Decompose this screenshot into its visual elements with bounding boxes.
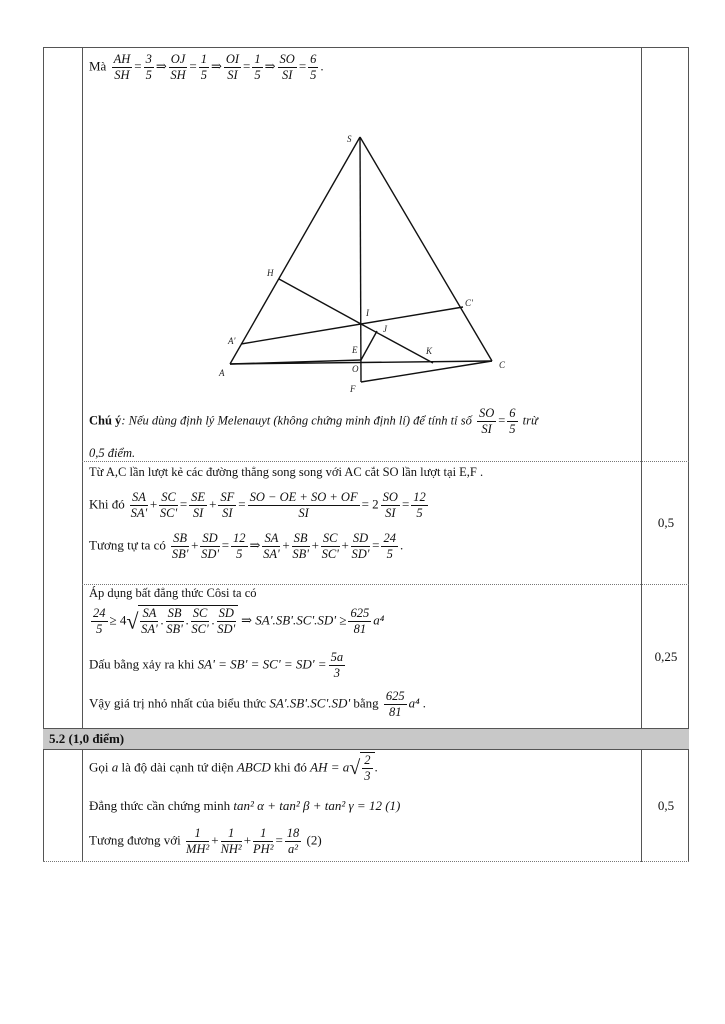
segment-SF xyxy=(360,137,361,382)
fraction: $\frac{1}{\text{PH²}}$ xyxy=(253,826,274,856)
fraction: $\frac{AH}{SH}$ xyxy=(113,52,131,82)
score-block3: 0,25 xyxy=(654,649,678,664)
fraction: $\frac{6}{5}$ xyxy=(310,52,317,82)
fraction: $\frac{SO}{SI}$ xyxy=(478,406,495,436)
edge-SA xyxy=(230,137,360,364)
root-body: $\frac{SA}{SA'}$ . $\frac{SB}{SB'}$ . $\frac{SC}{SC'}$ . $\frac{SD}{SD'}$ xyxy=(138,605,237,637)
fraction: $\frac{1}{\text{NH²}}$ xyxy=(220,826,242,856)
fraction: $\frac{SD}{SD'}$ xyxy=(217,606,236,636)
fraction: $\frac{SO}{SI}$ xyxy=(382,490,398,520)
fraction: $\frac{1}{5}$ xyxy=(254,52,261,82)
point-label-K: K xyxy=(426,346,433,356)
fraction: $\frac{12}{5}$ xyxy=(413,490,426,520)
fraction: $\frac{SO - OE + SO + OF}{SI}$ xyxy=(249,490,358,520)
fraction: $\frac{625}{81}$ xyxy=(350,606,370,636)
segment-A1C1 xyxy=(241,307,463,344)
block3-line1: Áp dụng bất đẳng thức Côsi ta có xyxy=(89,586,257,600)
fraction: $\frac{OI}{SI}$ xyxy=(225,52,240,82)
root-sign: √ xyxy=(349,757,361,779)
fraction: $\frac{625}{81}$ xyxy=(385,689,405,719)
block2-line1: Từ A,C lần lượt kẻ các đường thẳng song song với AC cắt SO lần lượt tại E,F . xyxy=(89,465,484,479)
ratio-line: Mà $\frac{AH}{SH}$ = $\frac{3}{5}$ ⇒ $\frac{OJ}{SH}$ = $\frac{1}{5}$ ⇒ $\frac{OI}{SI}$ = $\frac{1}{5}$ ⇒ $\frac{SO}{SI}$ = $\frac{6}{5}$ . xyxy=(89,52,324,82)
fraction: $\frac{5a}{3}$ xyxy=(330,650,344,680)
block2-line2: Khi đó $\frac{SA}{SA'}$ + $\frac{SC}{SC'}$ = $\frac{SE}{SI}$ + $\frac{SF}{SI}$ = $\frac{SO - OE + SO + OF}{SI}$ = 2 $\frac{SO}{SI}$ = $\frac{12}{5}$ xyxy=(89,490,426,520)
fraction: $\frac{12}{5}$ xyxy=(233,531,246,561)
block3-line3: Dấu bằng xảy ra khi SA' = SB' = SC' = SD' = $\frac{5a}{3}$ xyxy=(89,650,344,680)
fraction: $\frac{SE}{SI}$ xyxy=(191,490,206,520)
fraction: $\frac{SB}{SB'}$ xyxy=(171,531,189,561)
segment-IK xyxy=(361,324,433,363)
fraction: $\frac{SA}{SA'}$ xyxy=(141,606,158,636)
fraction: $\frac{SD}{SD'}$ xyxy=(201,531,220,561)
block4-line2: Đẳng thức cần chứng minh tan² α + tan² β + tan² γ = 12 (1) xyxy=(89,798,401,813)
section-title: 5.2 (1,0 điểm) xyxy=(49,731,125,746)
point-label-H: H xyxy=(267,268,274,278)
segment-EJ xyxy=(361,331,377,360)
fraction: $\frac{SC}{SC'}$ xyxy=(321,531,339,561)
segment-HI xyxy=(279,279,361,324)
fraction: $\frac{SF}{SI}$ xyxy=(220,490,235,520)
fraction: $\frac{SA}{SA'}$ xyxy=(263,531,280,561)
point-label-C1: C' xyxy=(465,298,473,308)
score-block4: 0,5 xyxy=(657,798,675,813)
score-block2: 0,5 xyxy=(657,515,675,530)
point-label-C: C xyxy=(499,360,506,370)
fraction: $\frac{3}{5}$ xyxy=(145,52,152,82)
fraction: $\frac{24}{5}$ xyxy=(383,531,396,561)
note-line-2: 0,5 điểm. xyxy=(89,446,136,460)
point-label-A: A xyxy=(219,368,225,378)
fraction: $\frac{OJ}{SH}$ xyxy=(170,52,186,82)
fraction: $\frac{SB}{SB'}$ xyxy=(166,606,183,636)
point-label-E: E xyxy=(352,345,358,355)
edge-SC xyxy=(360,137,492,361)
block2-line3: Tương tự ta có $\frac{SB}{SB'}$ + $\frac{SD}{SD'}$ = $\frac{12}{5}$ ⇒ $\frac{SA}{SA'}$ + $\frac{SB}{SB'}$ + $\frac{SC}{SC'}$ + $\frac{SD}{SD'}$ = $\frac{24}{5}$ . xyxy=(89,531,404,561)
root-sign: √ xyxy=(126,608,139,634)
fraction: $\frac{1}{5}$ xyxy=(200,52,207,82)
fraction: $\frac{SC}{SC'}$ xyxy=(159,490,178,520)
point-label-J: J xyxy=(383,324,387,334)
fraction: $\frac{1}{\text{MH²}}$ xyxy=(186,826,210,856)
block4-line3: Tương đương với $\frac{1}{\text{MH²}}$ + $\frac{1}{\text{NH²}}$ + $\frac{1}{\text{PH²}}$ = $\frac{18}{\text{a²}}$ (2) xyxy=(89,826,322,856)
point-label-I: I xyxy=(366,308,369,318)
fraction: $\frac{24}{5}$ xyxy=(93,606,106,636)
point-label-O: O xyxy=(352,364,359,374)
fraction: $\frac{SA}{SA'}$ xyxy=(130,490,148,520)
fraction: $\frac{6}{5}$ xyxy=(509,406,516,436)
fraction: $\frac{SD}{SD'}$ xyxy=(351,531,370,561)
block3-line4: Vậy giá trị nhỏ nhất của biểu thức SA'.SB'.SC'.SD' bằng $\frac{625}{81}$ a⁴ . xyxy=(89,689,427,719)
root-body xyxy=(360,752,374,784)
point-label-A1: A' xyxy=(228,336,236,346)
block3-line2: $\frac{24}{5}$ ≥ 4√ $\frac{SA}{SA'}$ . $\frac{SB}{SB'}$ . $\frac{SC}{SC'}$ . $\frac{SD}{SD'}$ ⇒ SA'.SB'.SC'.SD' ≥ $\frac{625}{81}$ a⁴ xyxy=(93,606,385,636)
fraction: $\frac{SC}{SC'}$ xyxy=(191,606,209,636)
point-label-F: F xyxy=(350,384,356,394)
fraction: $\frac{18}{\text{a²}}$ xyxy=(286,826,300,856)
fraction: $\frac{SB}{SB'}$ xyxy=(292,531,309,561)
fraction: $\frac{2}{3}$ xyxy=(364,753,371,783)
segment-FC xyxy=(361,361,492,382)
block4-line1: Gọi a là độ dài cạnh tứ diện ABCD khi đó AH = a√ $\frac{2}{3}$ . xyxy=(89,753,378,783)
point-label-S: S xyxy=(347,134,352,144)
fraction: $\frac{SO}{SI}$ xyxy=(279,52,295,82)
note-line: Chú ý: Nếu dùng định lý Melenauyt (không chứng minh định lí) để tính tỉ số $\frac{SO}{SI}$ = $\frac{6}{5}$ trừ xyxy=(89,406,538,436)
